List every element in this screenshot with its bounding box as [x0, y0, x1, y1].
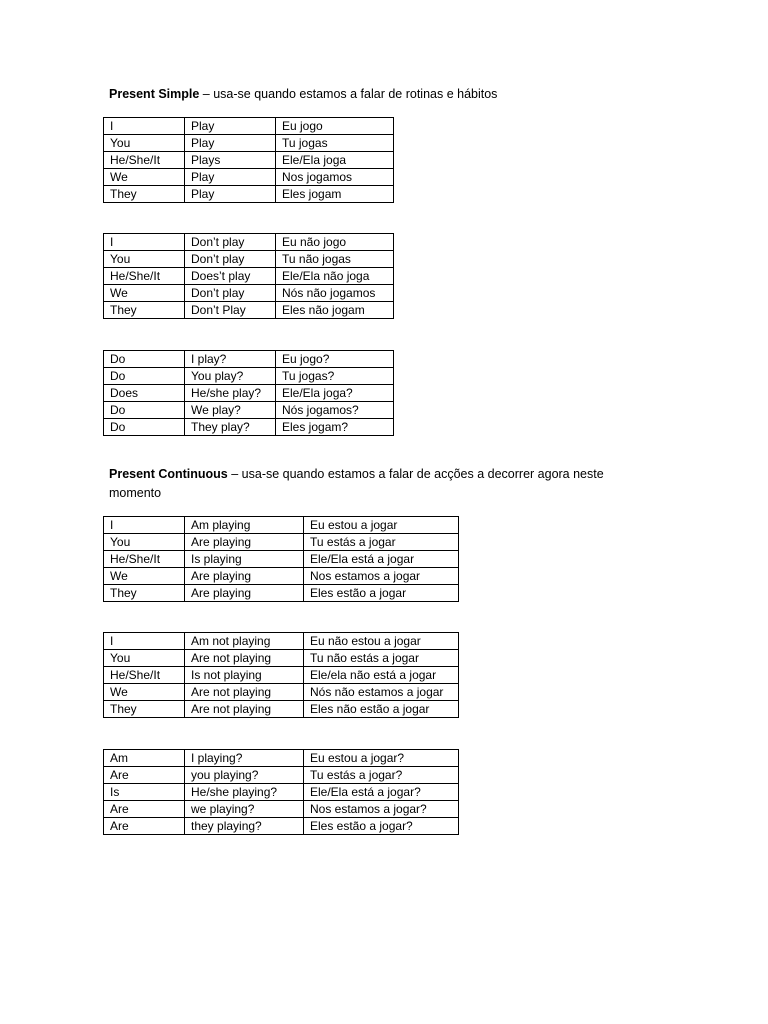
- table-row: [104, 268, 394, 285]
- verb-cell: We play?: [185, 402, 276, 419]
- translation-cell: Tu jogas?: [276, 368, 394, 385]
- table-row: [104, 784, 459, 801]
- table-row: [104, 517, 459, 534]
- present-simple-heading: [109, 85, 497, 104]
- translation-cell: Ele/Ela joga: [276, 152, 394, 169]
- verb-cell: He/she playing?: [185, 784, 304, 801]
- verb-cell: they playing?: [185, 818, 304, 835]
- verb-cell: Play: [185, 135, 276, 152]
- translation-cell: Ele/Ela está a jogar?: [304, 784, 459, 801]
- translation-cell: Nos estamos a jogar?: [304, 801, 459, 818]
- table-row: [104, 818, 459, 835]
- translation-cell: Eu estou a jogar?: [304, 750, 459, 767]
- translation-cell: Tu estás a jogar: [304, 534, 459, 551]
- translation-cell: Eu não jogo: [276, 234, 394, 251]
- verb-cell: Don’t play: [185, 285, 276, 302]
- verb-cell: you playing?: [185, 767, 304, 784]
- translation-cell: Eles jogam?: [276, 419, 394, 436]
- pronoun-cell: He/She/It: [104, 152, 185, 169]
- table-row: [104, 419, 394, 436]
- pronoun-cell: We: [104, 169, 185, 186]
- table-row: [104, 650, 459, 667]
- pronoun-cell: He/She/It: [104, 551, 185, 568]
- translation-cell: Ele/ela não está a jogar: [304, 667, 459, 684]
- translation-cell: Nós jogamos?: [276, 402, 394, 419]
- verb-cell: Is not playing: [185, 667, 304, 684]
- translation-cell: Eles estão a jogar?: [304, 818, 459, 835]
- table-row: [104, 302, 394, 319]
- table-row: [104, 534, 459, 551]
- verb-cell: Play: [185, 118, 276, 135]
- pronoun-cell: Does: [104, 385, 185, 402]
- present-simple-title: Present Simple: [109, 87, 200, 101]
- pronoun-cell: I: [104, 633, 185, 650]
- present-simple-affirmative-table: [103, 117, 394, 203]
- pronoun-cell: You: [104, 135, 185, 152]
- verb-cell: Are not playing: [185, 701, 304, 718]
- verb-cell: Are not playing: [185, 684, 304, 701]
- table-row: [104, 186, 394, 203]
- pronoun-cell: He/She/It: [104, 268, 185, 285]
- table-row: [104, 152, 394, 169]
- translation-cell: Tu não estás a jogar: [304, 650, 459, 667]
- verb-cell: Don’t Play: [185, 302, 276, 319]
- table-row: [104, 368, 394, 385]
- translation-cell: Nós não estamos a jogar: [304, 684, 459, 701]
- translation-cell: Eu jogo?: [276, 351, 394, 368]
- verb-cell: Are playing: [185, 568, 304, 585]
- verb-cell: Am playing: [185, 517, 304, 534]
- pronoun-cell: They: [104, 701, 185, 718]
- table-row: [104, 385, 394, 402]
- translation-cell: Nos estamos a jogar: [304, 568, 459, 585]
- verb-cell: Are playing: [185, 585, 304, 602]
- translation-cell: Tu estás a jogar?: [304, 767, 459, 784]
- table-row: [104, 234, 394, 251]
- translation-cell: Ele/Ela está a jogar: [304, 551, 459, 568]
- verb-cell: Play: [185, 169, 276, 186]
- present-simple-negative-table: [103, 233, 394, 319]
- present-continuous-description: – usa-se quando estamos a falar de acções a decorrer agora neste: [227, 467, 604, 481]
- table-row: [104, 585, 459, 602]
- verb-cell: I playing?: [185, 750, 304, 767]
- translation-cell: Ele/Ela joga?: [276, 385, 394, 402]
- verb-cell: Plays: [185, 152, 276, 169]
- pronoun-cell: Are: [104, 818, 185, 835]
- translation-cell: Eles não jogam: [276, 302, 394, 319]
- translation-cell: Tu jogas: [276, 135, 394, 152]
- pronoun-cell: They: [104, 302, 185, 319]
- table-row: [104, 135, 394, 152]
- pronoun-cell: I: [104, 517, 185, 534]
- pronoun-cell: You: [104, 650, 185, 667]
- verb-cell: They play?: [185, 419, 276, 436]
- present-simple-interrogative-table: [103, 350, 394, 436]
- translation-cell: Eles jogam: [276, 186, 394, 203]
- pronoun-cell: Are: [104, 767, 185, 784]
- translation-cell: Eles estão a jogar: [304, 585, 459, 602]
- translation-cell: Eles não estão a jogar: [304, 701, 459, 718]
- table-row: [104, 667, 459, 684]
- verb-cell: Is playing: [185, 551, 304, 568]
- pronoun-cell: They: [104, 585, 185, 602]
- present-continuous-title: Present Continuous: [109, 467, 228, 481]
- table-row: [104, 169, 394, 186]
- verb-cell: I play?: [185, 351, 276, 368]
- table-row: [104, 684, 459, 701]
- pronoun-cell: Do: [104, 419, 185, 436]
- pronoun-cell: Am: [104, 750, 185, 767]
- translation-cell: Tu não jogas: [276, 251, 394, 268]
- present-continuous-interrogative-table: [103, 749, 459, 835]
- table-row: [104, 701, 459, 718]
- table-row: [104, 251, 394, 268]
- table-row: [104, 118, 394, 135]
- table-row: [104, 750, 459, 767]
- pronoun-cell: Do: [104, 368, 185, 385]
- verb-cell: He/she play?: [185, 385, 276, 402]
- pronoun-cell: Do: [104, 402, 185, 419]
- table-row: [104, 551, 459, 568]
- translation-cell: Eu não estou a jogar: [304, 633, 459, 650]
- table-row: [104, 568, 459, 585]
- table-row: [104, 285, 394, 302]
- present-continuous-heading: [109, 465, 604, 503]
- pronoun-cell: Do: [104, 351, 185, 368]
- table-row: [104, 402, 394, 419]
- present-continuous-description-cont: momento: [109, 486, 162, 500]
- verb-cell: Does’t play: [185, 268, 276, 285]
- verb-cell: Am not playing: [185, 633, 304, 650]
- present-continuous-affirmative-table: [103, 516, 459, 602]
- present-continuous-negative-table: [103, 632, 459, 718]
- pronoun-cell: We: [104, 684, 185, 701]
- pronoun-cell: We: [104, 568, 185, 585]
- table-row: [104, 801, 459, 818]
- verb-cell: Don’t play: [185, 251, 276, 268]
- pronoun-cell: He/She/It: [104, 667, 185, 684]
- table-row: [104, 767, 459, 784]
- table-row: [104, 633, 459, 650]
- verb-cell: Don’t play: [185, 234, 276, 251]
- pronoun-cell: We: [104, 285, 185, 302]
- translation-cell: Nós não jogamos: [276, 285, 394, 302]
- pronoun-cell: They: [104, 186, 185, 203]
- pronoun-cell: I: [104, 234, 185, 251]
- translation-cell: Eu jogo: [276, 118, 394, 135]
- translation-cell: Eu estou a jogar: [304, 517, 459, 534]
- verb-cell: Are playing: [185, 534, 304, 551]
- translation-cell: Ele/Ela não joga: [276, 268, 394, 285]
- table-row: [104, 351, 394, 368]
- verb-cell: Are not playing: [185, 650, 304, 667]
- verb-cell: Play: [185, 186, 276, 203]
- pronoun-cell: Are: [104, 801, 185, 818]
- pronoun-cell: You: [104, 251, 185, 268]
- pronoun-cell: You: [104, 534, 185, 551]
- present-simple-description: – usa-se quando estamos a falar de rotinas e hábitos: [199, 87, 498, 101]
- pronoun-cell: Is: [104, 784, 185, 801]
- verb-cell: You play?: [185, 368, 276, 385]
- translation-cell: Nos jogamos: [276, 169, 394, 186]
- verb-cell: we playing?: [185, 801, 304, 818]
- pronoun-cell: I: [104, 118, 185, 135]
